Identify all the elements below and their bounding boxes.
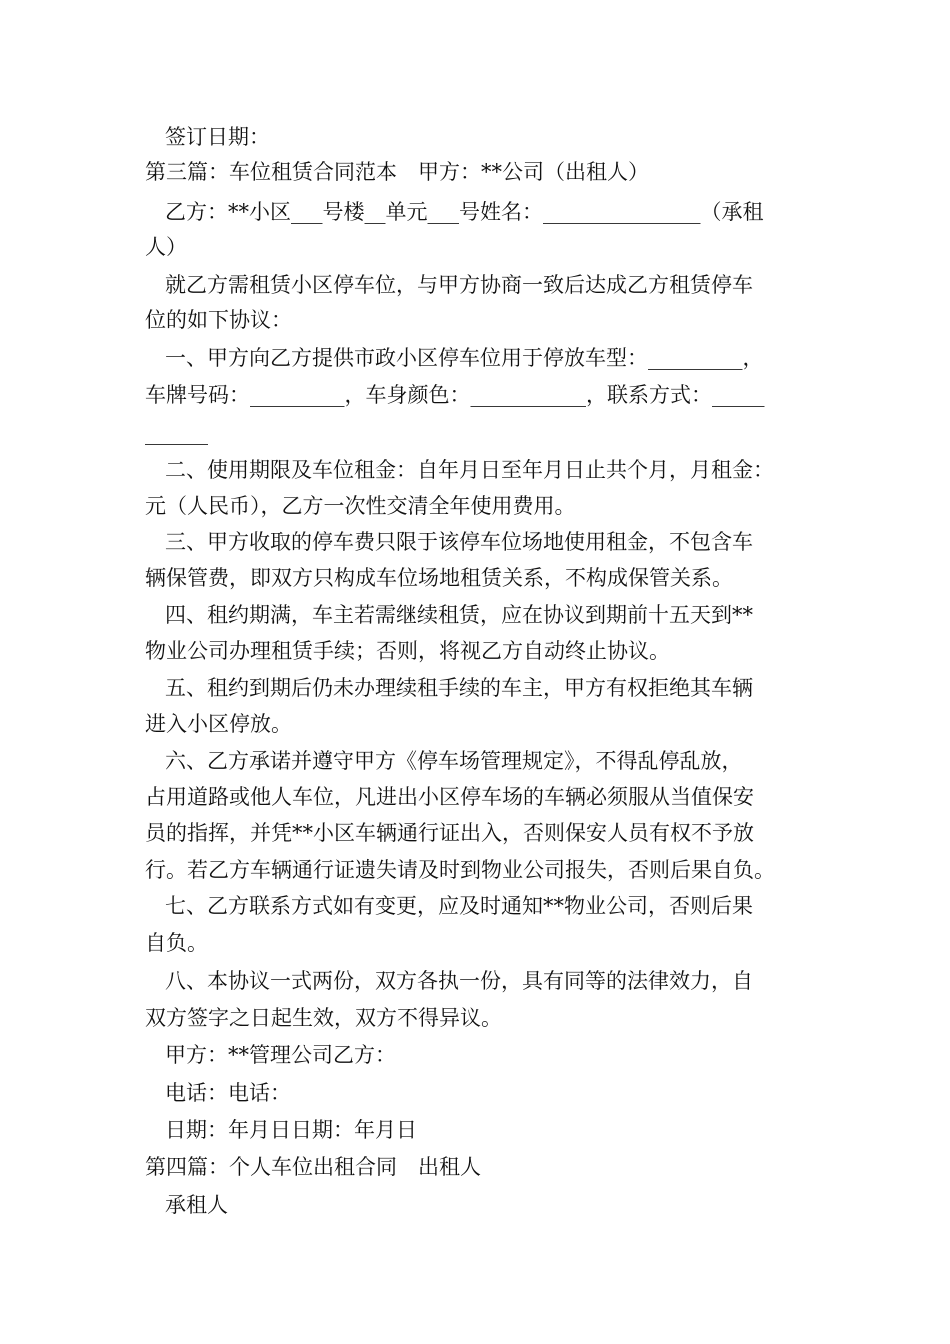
clause-six-cont: 占用道路或他人车位，凡进出小区停车场的车辆必须服从当值保安 — [145, 785, 754, 809]
clause-eight-cont: 双方签字之日起生效，双方不得异议。 — [145, 1006, 502, 1030]
preamble-line-cont: 位的如下协议： — [145, 308, 292, 332]
clause-one: 一、甲方向乙方提供市政小区停车位用于停放车型：_________， — [165, 346, 764, 370]
clause-seven: 七、乙方联系方式如有变更，应及时通知**物业公司，否则后果 — [165, 894, 753, 918]
signing-date-line: 签订日期： — [165, 125, 270, 149]
clause-six-cont3: 行。若乙方车辆通行证遗失请及时到物业公司报失，否则后果自负。 — [145, 858, 775, 882]
clause-four-cont: 物业公司办理租赁手续；否则，将视乙方自动终止协议。 — [145, 639, 670, 663]
clause-six: 六、乙方承诺并遵守甲方《停车场管理规定》，不得乱停乱放， — [165, 749, 743, 773]
party-signature-line: 甲方：**管理公司乙方： — [165, 1043, 396, 1067]
date-line: 日期：年月日日期：年月日 — [165, 1118, 417, 1142]
clause-six-cont2: 员的指挥，并凭**小区车辆通行证出入，否则保安人员有权不予放 — [145, 821, 754, 845]
clause-five: 五、租约到期后仍未办理续租手续的车主，甲方有权拒绝其车辆 — [165, 676, 753, 700]
clause-one-cont: 车牌号码：_________，车身颜色：___________，联系方式：_____ — [145, 383, 765, 407]
preamble-line: 就乙方需租赁小区停车位，与甲方协商一致后达成乙方租赁停车 — [165, 273, 753, 297]
clause-eight: 八、本协议一式两份，双方各执一份，具有同等的法律效力，自 — [165, 969, 753, 993]
party-b-line: 乙方：**小区___号楼__单元___号姓名：_______________（承租 — [165, 200, 764, 224]
clause-two-cont: 元（人民币），乙方一次性交清全年使用费用。 — [145, 494, 576, 518]
section-four-heading: 第四篇：个人车位出租合同 出租人 — [145, 1155, 481, 1179]
clause-seven-cont: 自负。 — [145, 931, 208, 955]
clause-three: 三、甲方收取的停车费只限于该停车位场地使用租金，不包含车 — [165, 530, 753, 554]
clause-four: 四、租约期满，车主若需继续租赁，应在协议到期前十五天到** — [165, 603, 753, 627]
phone-line: 电话：电话： — [165, 1081, 291, 1105]
section-three-heading: 第三篇：车位租赁合同范本 甲方：**公司（出租人） — [145, 160, 649, 184]
clause-three-cont: 辆保管费，即双方只构成车位场地租赁关系，不构成保管关系。 — [145, 566, 733, 590]
lessee-line: 承租人 — [165, 1193, 228, 1217]
clause-five-cont: 进入小区停放。 — [145, 712, 292, 736]
clause-one-cont2: ______ — [145, 421, 208, 445]
clause-two: 二、使用期限及车位租金：自年月日至年月日止共个月，月租金： — [165, 458, 774, 482]
party-b-line-cont: 人） — [145, 235, 187, 259]
